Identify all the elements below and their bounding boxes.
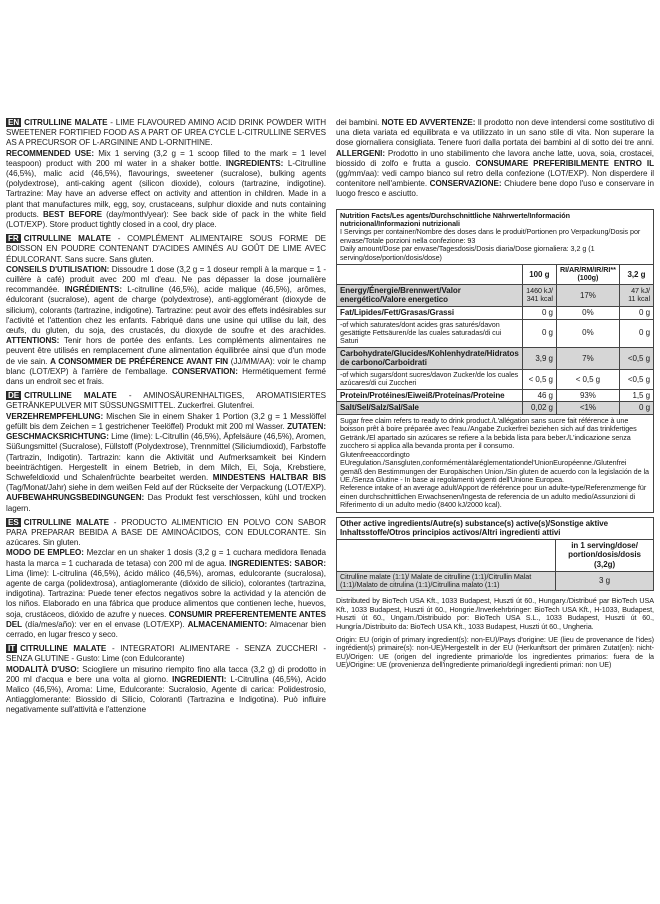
product-name-fr: CITRULLINE MALATE [23,234,111,244]
row-value-serving: 0 g [619,319,653,347]
allergen-label-it: ALLERGENI: [336,148,385,158]
row-value-ri: < 0,5 g [556,370,619,390]
rec-label-it: MODALITÀ D'USO: [6,664,80,674]
row-label: Salt/Sel/Salz/Sal/Sale [337,402,523,415]
citrulline-malate-value: 3 g [556,571,654,591]
best-label-es: CONSUMIR PREFERENTEMENTE ANTES DEL [6,609,327,629]
row-label: -of which saturates/dont acides gras saturés/davon gesättigte Fettsäuren/de las cuales saturadas/di cui Saturi [337,319,523,347]
row-value-ri: <1% [556,402,619,415]
row-value-100g: 1460 kJ/ 341 kcal [522,284,556,306]
nutrition-table-header [337,265,654,285]
product-name-en: CITRULLINE MALATE [24,118,108,127]
daily-amount-text: Daily amount/Dose par envase/Tagesdosis/Dosis diaria/Dose giornaliera: 3,2 g (1 serving/dose/portion/dosis/dose) [340,244,595,262]
nutrition-title: Nutrition Facts/Les agents/Durchschnittliche Nährwerte/Información nutricional/Informazioni nutrizionali [340,210,570,229]
rec-text-en: Mix 1 serving (3,2 g = 1 scoop filled to the mark = 1 level teaspoon) product with 200 ml water in a shaker bottle. [6,148,326,168]
product-desc-en: - LIME FLAVOURED AMINO ACID DRINK POWDER WITH SWEETENER FORTIFIED FOOD AS A PART OF UREA CYCLE L-CITRULLINE SERVES AS A PRECURSOR OF L-ARGININE AND L-ORNITHINE. [6,118,327,148]
row-value-serving: 0 g [619,402,653,415]
cons-label-fr: CONSERVATION: [171,366,238,376]
section-en [6,118,326,230]
it-cont-text-1: dei bambini. [336,118,382,127]
servings-text: I Servings per container/Nombre des doses dans le produit/Portionen pro Verpackung/Dosis por envase/Totale porzioni nella confezione: 93 [340,227,641,245]
cons-text-fr: Hermétiquement fermé dans un endroit sec et frais. [6,366,326,387]
nutrition-header [336,209,654,265]
lang-badge-it: IT [8,644,16,654]
row-label: Fat/Lipides/Fett/Grasas/Grassi [337,307,523,320]
product-name-it: CITRULLINE MALATE [20,644,107,654]
best-text-fr: (JJ/MM/AA): voir le champ blanc (LOT/EXP) à l'arrière de l'emballage. [6,356,326,376]
att-text-fr: Tenir hors de portée des enfants. Les compléments alimentaires ne peuvent être utilisés en remplacement d'une alimentation équilibrée ainsi que d'un mode de vie sain. [6,336,326,366]
product-name-es: CITRULLINE MALATE [23,517,109,527]
rec-text-es: Mezclar en un shaker 1 dosis (3,2 g = 1 cuchara medidora llenada hasta la marca = 1 cucharada de tetasa) con 200 ml de agua. [6,548,327,568]
section-es [6,518,326,640]
distributor-text: Distributed by BioTech USA Kft., 1033 Budapest, Huszti út 60., Hungary./Distribué par BioTech USA Kft., 1033 Budapest, Huszti út 60., Hongrie./Inverkehrbringer: BioTech USA Kft., H-1033, Budapest, Huszti út 60., Ungarn./Distribuido por: BioTech USA S.L., 1033 Budapest, Huszti út 60., Hungría./Distribuito da: BioTech USA Kft., 1033 Budapest, Huszti út 60., Ungheria. [336,596,654,631]
cons-label-de: AUFBEWAHRUNGSBEDINGUNGEN: [6,493,145,503]
row-value-100g: 3,9 g [522,347,556,369]
product-desc-es: - PRODUCTO ALIMENTICIO EN POLVO CON SABOR PARA PREPARAR BEBIDA A BASE DE AMINOÁCIDOS, CON EDULCORANTE. Sin azúcares. Sin gluten. [6,517,326,548]
row-value-serving: 47 kJ/ 11 kcal [619,284,653,306]
table-row [337,389,654,402]
section-de [6,391,326,513]
origin-text: Origin: EU (origin of primary ingredient(s): non-EU)/Pays d'origine: UE (lieu de provenance de l'ides) ingrédient(s) primaire(s): non-UE)/Hergestellt in der EU (Herkunftsort der primären Zutat(en): nicht-EU)/Origen: UE (origen del ingrediente primario/de los ingredientes primarios: fuera de la UE)/Origine: UE (provenienza dell'ingrediente primario/degli ingredienti primari: non UE) [336,634,654,670]
ing-text-en: L-Citrulline (46,5%), malic acid (46,5%), flavourings, sweetener (sucralose), bulking agents (polydextrose), anti-caking agent (silicon dioxide), colours (tartrazine, indigotine). Tartrazine: May have an adverse effect on activity and attention in children. Made in a plant that manufactures milk, egg, soy, crustaceans, sulphur dioxide and nuts containing products. [6,158,326,219]
italian-continued [336,118,654,200]
lang-badge-es: ES [8,517,19,527]
row-value-100g: < 0,5 g [522,370,556,390]
table-row [337,370,654,390]
table-row [337,319,654,347]
row-value-serving: <0,5 g [619,370,653,390]
table-row [337,402,654,415]
row-value-100g: 0,02 g [522,402,556,415]
ing-label-en: INGREDIENTS: [225,158,284,168]
row-value-serving: 0 g [619,307,653,320]
sugar-free-note: Sugar free claim refers to ready to drink product./L'allégation sans sucre fait référence à une boisson prêt à boire préparée avec l'eau./Angabe Zuckerfrei beziehen sich auf das trinkfertiges Getränk./El apartado sin azúcares se refiere a la bebida lista para beber./L'indicazione senza zucchero si applica alla bevanda pronta per il consumo. [340,416,637,451]
rec-text-de: Mischen Sie in einem Shaker 1 Portion (3,2 g = 1 Messlöffel gefüllt bis dem Zeichen = 1 gestrichener Teelöffel) Produkt mit 200 ml Wasser. [6,411,326,431]
nutrition-notes [336,414,654,512]
product-desc-fr: - COMPLÉMENT ALIMENTAIRE SOUS FORME DE BOISSON EN POUDRE CONTENANT D'ACIDES AMINÉS AU GOÛT DE LIME AVEC ÉDULCORANT. Sans sucre. Sans gluten. [6,234,327,264]
rec-label-fr: CONSEILS D'UTILISATION: [6,264,110,274]
lang-badge-de: DE [8,391,20,401]
conservation-label-it: CONSERVAZIONE: [429,179,502,189]
it-cont-text-3: Prodotto in uno stabilimento che lavora anche latte, uova, soia, crostacei, biossido di zolfo e frutta a guscio. [336,148,654,168]
ing-label-de: ZUTATEN: GESCHMACKSRICHTUNG: [6,421,326,442]
row-label: Protein/Protéines/Eiweiß/Proteínas/Proteine [337,389,523,402]
row-value-ri: 0% [556,319,619,347]
distribution-info [336,597,654,669]
row-label: Carbohydrate/Glucides/Kohlenhydrate/Hidratos de carbono/Carboidrati [337,347,523,369]
citrulline-malate-label: Citrulline malate (1:1)/ Malate de citrulline (1:1)/Citrullin Malat (1:1)/Malato de citrulina (1:1)/Citrullina malato (1:1) [337,571,556,591]
row-value-100g: 0 g [522,319,556,347]
ing-text-fr: L-citrulline (46,5%), acide malique (46,5%), arômes, édulcorant (sucralose), agent de charge (polydextrose), anti-agglomérant (dioxyde de silicium), colorants (tartrazine, indigotine). Tartrazine: peut avoir des effets indésirables sur l'activité et l'attention chez les enfants. Fabriqué dans une usine qui utilise du lait, des œufs, du gluten, du soja, des crustacés, du dioxyde de soufre et des arachides. [6,285,326,336]
ing-label-fr: INGRÉDIENTS: [64,285,123,295]
section-fr [6,234,326,387]
row-value-serving: 1,5 g [619,389,653,402]
other-ingredients-head: in 1 serving/dose/ portion/dosis/dosis (3,2g) [556,539,654,571]
lang-badge-fr: FR [8,234,19,244]
row-value-serving: <0,5 g [619,347,653,369]
cons-text-de: Das Produkt fest verschlossen, kühl und trocken lagern. [6,493,326,513]
best-text-en: (day/month/year): See back side of pack in the white field (LOT/EXP). Store product tightly closed in a cool, dry place. [6,209,326,230]
gluten-free-note: Glutenfreeaccordingto EUregulation./Sansgluten,conformémentàlaréglementationdel'UnionEuropéenne./Glutenfrei gemäß den Bestimmungen der Europäischen Union./Sin gluten de acuerdo con la legislación de la UE./Senza Glutine - In base ai regolamenti vigenti dell'Unione Europea. [340,449,650,484]
ing-text-es: Lima (lime): L-citrulina (46,5%), ácido málico (46,5%), aromas, edulcorante (sucralosa), agente de carga (polidextrosa), antiaglomerante (dióxido de silicio), colorantes (tartrazina, indigotina). Tartrazina: Puede tener efectos negativos sobre la actividad y la atención de los niños. Elaborado en una fábrica que produce alimentos que contienen leche, huevos, soja, crustáceos, dióxido de azufre y nueces. [6,568,326,619]
it-cont-text-5: Chiudere bene dopo l'uso e conservare in luogo fresco e asciutto. [336,179,654,199]
product-name-de: CITRULLINE MALATE [24,391,117,401]
att-label-fr: ATTENTIONS: [6,336,60,346]
it-cont-text-4: (gg/mm/aa): vedi campo bianco sul retro della confezione (LOT/EXP). Non disperdere il contenitore nell'ambiente. [336,169,654,189]
reference-intake-note: Reference intake of an average adult/Apport de référence pour un adulte-type/Referenzmenge für einen durchschnittlichen Erwachsenen/Ingesta de referencia de un adulto medio/Assunzioni di Riferimento di un adulto medio (8400 kJ/2000 kcal). [340,483,647,510]
ing-text-de: Lime (lime): L-Citrullin (46,5%), Äpfelsäure (46,5%), Aromen, Süßungsmittel (Sucralose), Füllstoff (Polydextrose), Trennmittel (Siliciumdioxid), Farbstoffe (Tartrazin, Indigotin). Tartrazin: kann die Aktivität und Aufmerksamkeit bei Kindern beeinträchtigen. Hergestellt in einem Betrieb, in dem Milch, Ei, Soja, Krebstiere, Schwefeldioxid und Schalenfrüchte bearbeitet werden. [6,432,326,482]
right-column [336,118,654,670]
table-row [337,307,654,320]
other-ingredients-title: Other active ingredients/Autre(s) substance(s) active(s)/Sonstige aktive Inhaltsstoffe/Otros principios activos/Altri ingredienti attivi [337,517,654,539]
row-value-ri: 7% [556,347,619,369]
row-value-ri: 0% [556,307,619,320]
col-ri: RI/AR/RM/IR/RI** (100g) [556,265,619,285]
consume-label-it: CONSUMARE PREFERIBILMENTE ENTRO IL [475,158,655,168]
table-row [337,571,654,591]
best-text-es: (día/mes/año): ver en el envase (LOT/EXP). [22,619,188,629]
row-value-ri: 17% [556,284,619,306]
nutrition-table [336,264,654,415]
best-text-de: (Tag/Monat/Jahr) siehe in dem weißen Feld auf der Rückseite der Verpackung (LOT/EXP). [6,483,326,493]
table-row [337,347,654,369]
row-value-ri: 93% [556,389,619,402]
cons-text-es: Almacenar bien cerrado, en lugar fresco y seco. [6,619,326,639]
row-label: Energy/Énergie/Brennwert/Valor energético/Valore energetico [337,284,523,306]
ing-text-it: L-Citrullina (46,5%), Acido Malico (46,5%), Aroma: Lime, Edulcorante: Sucralosio, Agente di carica: Polidestrosio, Antiagglomerante: Biossido di Silicio, Colorantì (Tartrazina e Indigotina). Può influire negativamente sull'attività e l'attenzione [6,674,326,715]
row-value-100g: 46 g [522,389,556,402]
best-label-de: MINDESTENS HALTBAR BIS [212,472,327,482]
section-it [6,644,326,715]
other-ingredients-table [336,517,654,592]
rec-label-es: MODO DE EMPLEO: [6,548,84,558]
it-cont-text-2: Il prodotto non deve intendersi come sostitutivo di una dieta variata ed equilibrata e va utilizzato in un sano stile di vita. Non superare la dose giornaliera consigliata. Tenere fuori dalla portata dei bambini al di sotto dei tre anni. [336,118,654,148]
col-100g: 100 g [522,265,556,285]
note-label-it: NOTE ED AVVERTENZE: [381,118,476,127]
product-desc-it: - INTEGRATORI ALIMENTARE - SENZA ZUCCHERI - SENZA GLUTINE - Gusto: Lime (con Edulcorante) [6,644,327,664]
lang-badge-en: EN [8,118,20,127]
cons-label-es: ALMACENAMIENTO: [187,619,268,629]
best-label-fr: A CONSOMMER DE PRÉFÉRENCE AVANT FIN [50,356,229,366]
ing-label-it: INGREDIENTI: [172,674,227,684]
rec-label-en: RECOMMENDED USE: [6,148,95,158]
rec-text-fr: Dissoudre 1 dose (3,2 g = 1 doseur rempli à la marque = 1 - cuillère à café) produit avec 200 ml d'eau. Ne pas dépasser la dose journalière recommandée. [6,264,326,295]
row-value-100g: 0 g [522,307,556,320]
row-label: -of which sugars/dont sucres/davon Zucker/de los cuales azúcares/di cui Zuccheri [337,370,523,390]
left-column [6,118,326,716]
rec-label-de: VERZEHREMPFEHLUNG: [6,411,104,421]
rec-text-it: Sciogliere un misurino riempito fino alla tacca (3,2 g) di prodotto in 200 ml d'acqua e bere una volta al giorno. [6,664,326,684]
product-desc-de: - AMINOSÄURENHALTIGES, AROMATISIERTES GETRÄNKEPULVER MIT SÜSSUNGSMITTEL. Zuckerfrei. Glutenfrei. [6,391,326,411]
col-serving: 3,2 g [619,265,653,285]
table-row [337,284,654,306]
ing-label-es: INGREDIENTES: SABOR: [229,558,326,568]
best-label-en: BEST BEFORE [43,209,102,219]
